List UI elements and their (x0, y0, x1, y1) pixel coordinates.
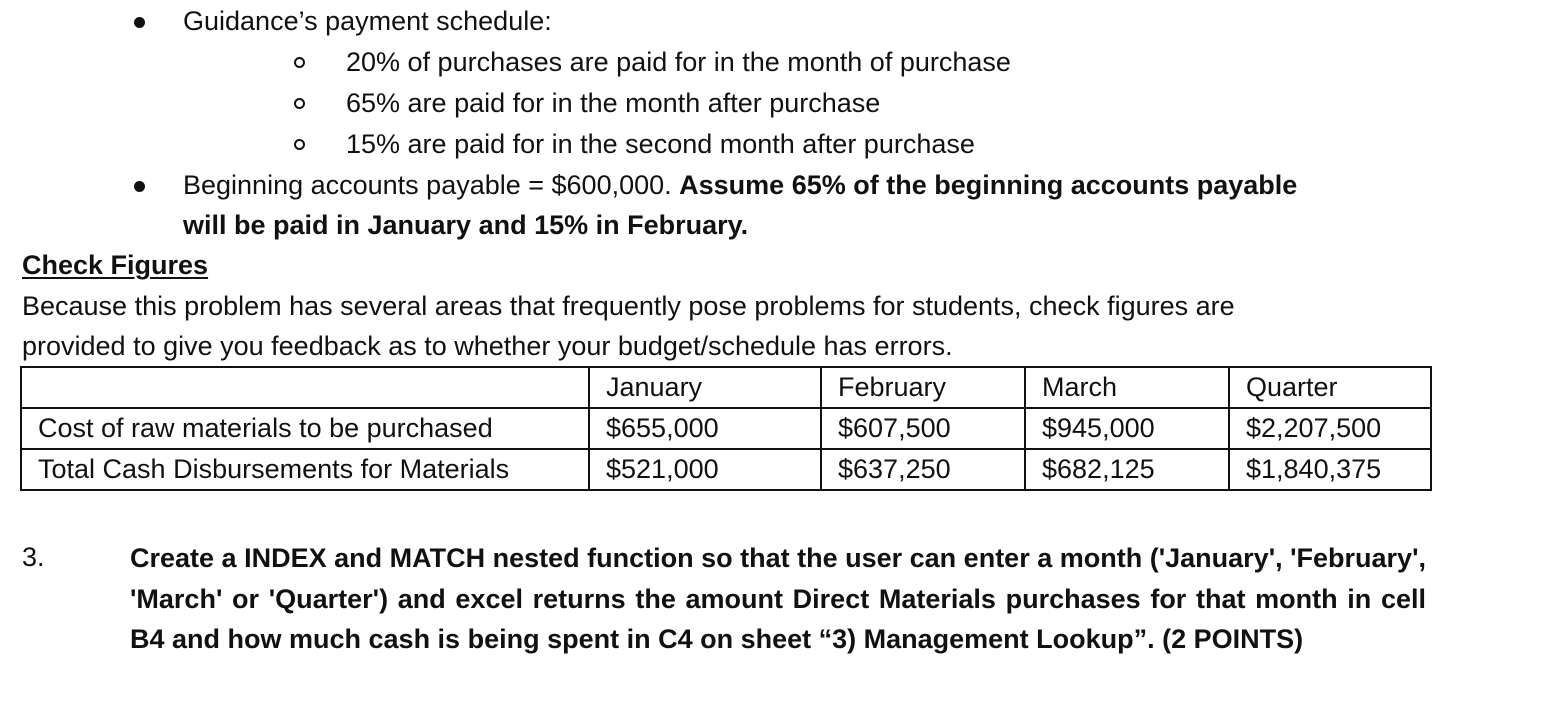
table-header-cell: January (589, 367, 821, 408)
beginning-ap-line1 (183, 168, 1297, 202)
check-figures-intro-1: Because this problem has several areas that frequently pose problems for students, check figures are (22, 291, 1235, 321)
table-header-cell: Quarter (1229, 367, 1431, 408)
row-label: Cost of raw materials to be purchased (21, 408, 589, 449)
question-text: Create a INDEX and MATCH nested function so that the user can enter a month ('January', 'February', 'March' or 'Quarter') and excel returns the amount Direct Materials purchases for that month in cell B4 and how much cash is being spent in C4 on sheet “3) Management Lookup”. (2 POINTS) (130, 543, 1426, 654)
table-cell: $1,840,375 (1229, 449, 1431, 490)
check-figures-table (20, 366, 1432, 491)
row-label: Total Cash Disbursements for Materials (21, 449, 589, 490)
table-header-cell (21, 367, 589, 408)
table-row (21, 449, 1431, 490)
circle-bullet-icon (294, 57, 305, 68)
payment-schedule-item: 20% of purchases are paid for in the month of purchase (346, 47, 1011, 77)
table-cell: $945,000 (1025, 408, 1229, 449)
check-figures-intro-2: provided to give you feedback as to whether your budget/schedule has errors. (22, 331, 953, 361)
payment-schedule-item: 65% are paid for in the month after purchase (346, 88, 881, 118)
table-cell: $607,500 (821, 408, 1025, 449)
table-header-cell: February (821, 367, 1025, 408)
bullet-icon (134, 17, 145, 28)
table-cell: $637,250 (821, 449, 1025, 490)
table-cell: $2,207,500 (1229, 408, 1431, 449)
table-cell: $682,125 (1025, 449, 1229, 490)
circle-bullet-icon (294, 98, 305, 109)
table-header-row (21, 367, 1431, 408)
table-header-cell: March (1025, 367, 1229, 408)
beginning-ap-text: Beginning accounts payable = $600,000. (183, 170, 680, 200)
beginning-ap-line2 (183, 208, 748, 242)
circle-bullet-icon (294, 139, 305, 150)
table-cell: $655,000 (589, 408, 821, 449)
payment-schedule-item: 15% are paid for in the second month after purchase (346, 129, 975, 159)
beginning-ap-bold-1: Assume 65% of the beginning accounts payable (679, 170, 1298, 200)
beginning-ap-bold-2: will be paid in January and 15% in February. (183, 210, 749, 240)
question-number: 3. (22, 542, 45, 572)
payment-schedule-heading: Guidance’s payment schedule: (183, 6, 552, 36)
bullet-icon (134, 181, 145, 192)
check-figures-heading: Check Figures (22, 250, 209, 280)
table-cell: $521,000 (589, 449, 821, 490)
table-row (21, 408, 1431, 449)
